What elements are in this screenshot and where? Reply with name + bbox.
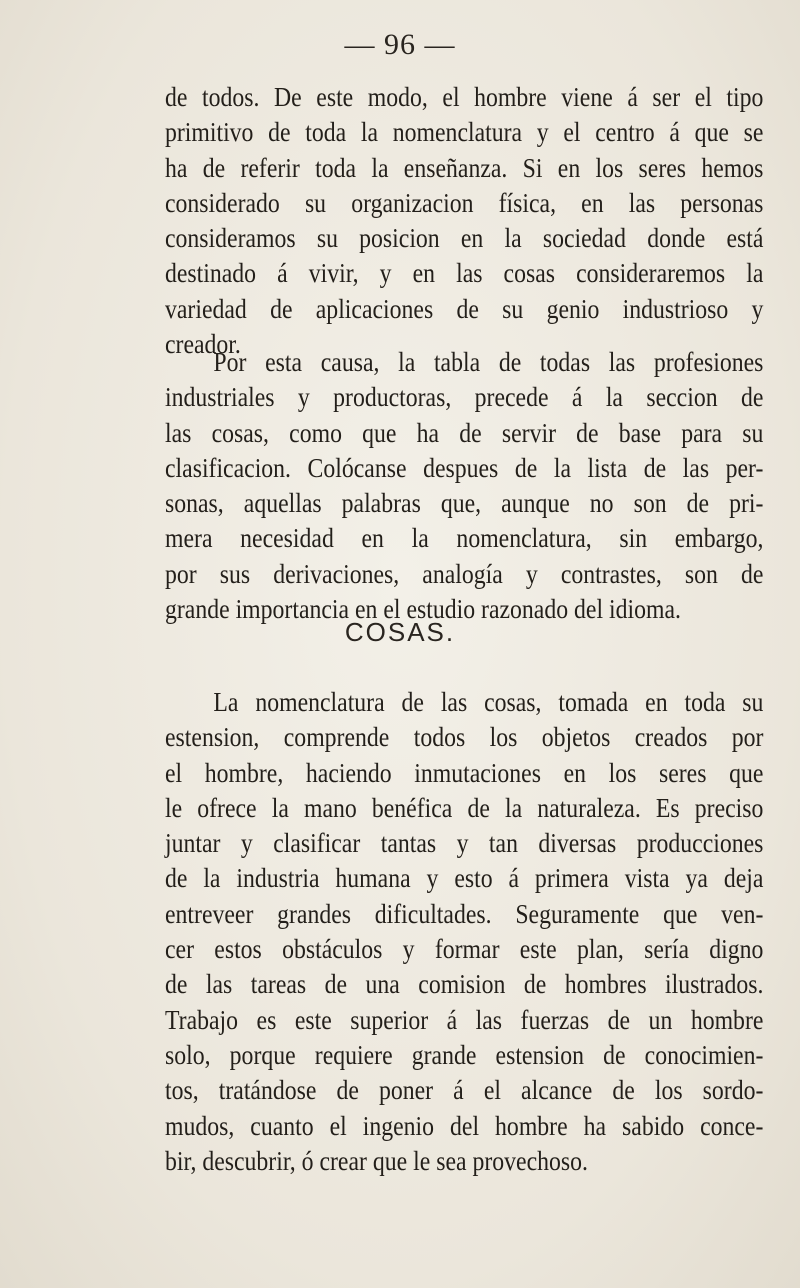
text-line: grande importancia en el estudio razonado del idioma.	[165, 594, 681, 625]
text-line: variedad de aplicaciones de su genio industrioso y	[165, 293, 764, 324]
text-line: Por esta causa, la tabla de todas las profesiones	[213, 347, 764, 377]
text-line: industriales y productoras, precede á la seccion de	[165, 382, 764, 413]
text-line: mera necesidad en la nomenclatura, sin embargo,	[165, 523, 764, 554]
text-line: bir, descubrir, ó crear que le sea provechoso.	[165, 1145, 588, 1176]
text-line: por sus derivaciones, analogía y contrastes, son de	[165, 558, 764, 589]
text-line: La nomenclatura de las cosas, tomada en toda su	[213, 687, 764, 717]
text-line: le ofrece la mano benéfica de la naturaleza. Es preciso	[165, 792, 764, 823]
paragraph-2	[165, 345, 765, 627]
text-line: creador.	[165, 329, 241, 360]
text-line: estension, comprende todos los objetos creados por	[165, 722, 764, 753]
paragraph-1	[165, 80, 765, 362]
text-line: de la industria humana y esto á primera vista ya deja	[165, 863, 764, 894]
text-line: Trabajo es este superior á las fuerzas de un hombre	[165, 1004, 764, 1035]
text-line: las cosas, como que ha de servir de base para su	[165, 417, 764, 448]
text-line: destinado á vivir, y en las cosas consideraremos la	[165, 258, 764, 289]
text-line: ha de referir toda la enseñanza. Si en los seres hemos	[165, 152, 764, 183]
section-heading: COSAS.	[344, 617, 456, 647]
text-line: mudos, cuanto el ingenio del hombre ha sabido conce-	[165, 1110, 764, 1141]
text-line: clasificacion. Colócanse despues de la lista de las per-	[165, 452, 764, 483]
text-line: el hombre, haciendo inmutaciones en los seres que	[165, 757, 764, 788]
text-line: solo, porque requiere grande estension de conocimien-	[165, 1039, 764, 1070]
text-line: entreveer grandes dificultades. Seguramente que ven-	[165, 898, 764, 929]
text-line: de todos. De este modo, el hombre viene á ser el tipo	[165, 82, 764, 112]
page-number: — 96 —	[344, 28, 456, 61]
text-line: primitivo de toda la nomenclatura y el centro á que se	[165, 117, 764, 148]
text-line: cer estos obstáculos y formar este plan, sería digno	[165, 934, 764, 965]
text-line: tos, tratándose de poner á el alcance de los sordo-	[165, 1075, 764, 1106]
text-line: considerado su organizacion física, en las personas	[165, 187, 764, 218]
text-line: consideramos su posicion en la sociedad donde está	[165, 223, 764, 254]
text-line: de las tareas de una comision de hombres ilustrados.	[165, 969, 764, 1000]
text-line: juntar y clasificar tantas y tan diversas producciones	[165, 828, 764, 859]
text-line: sonas, aquellas palabras que, aunque no son de pri-	[165, 488, 764, 519]
paragraph-3	[165, 685, 765, 1179]
